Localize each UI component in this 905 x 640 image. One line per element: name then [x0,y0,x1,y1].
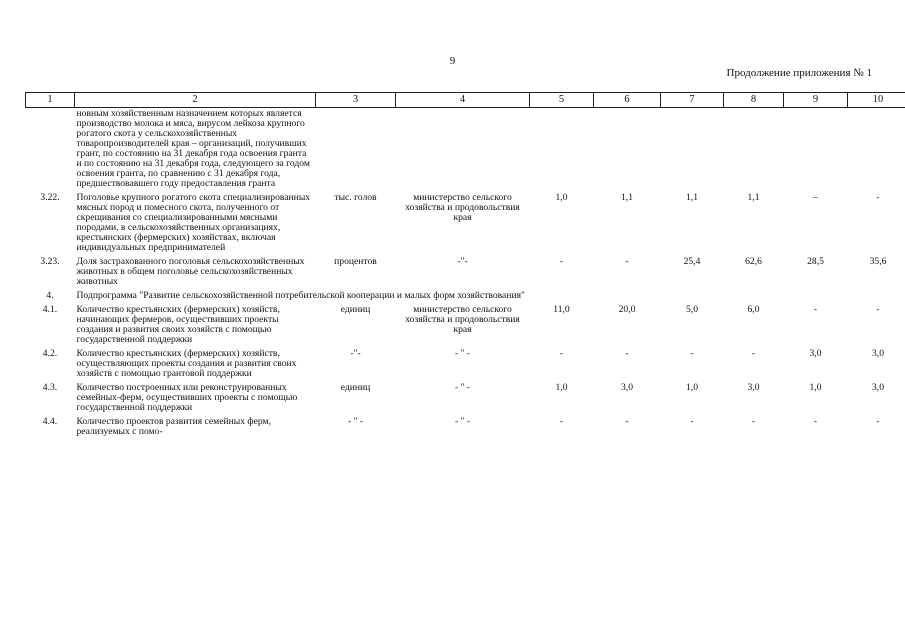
column-header-2: 2 [75,93,316,108]
value-cell-v10: - [876,304,880,315]
value-cell-v7: 1,0 [686,382,698,393]
value-cell-v8: 1,1 [747,192,760,203]
column-header-7: 7 [661,93,724,108]
indicator-name: Поголовье крупного рогатого скота специализированных мясных пород и помесного скота, полученного от скрещивания со специализированными мясными породами, в сельскохозяйственных организациях, крестьянских (фермерских) хозяйствах, включая индивидуальных предпринимателей [76,192,311,253]
row-number: 4.2. [42,348,58,359]
indicator-name: Количество крестьянских (фермерских) хозяйств, осуществляющих проекты создания и развития своих хозяйств с помощью грантовой поддержки [76,348,297,379]
value-cell-v7: 1,1 [686,192,698,203]
row-number: 4.4. [42,416,58,427]
column-header-1: 1 [26,93,75,108]
value-cell-v9: 28,5 [807,256,824,267]
value-cell-v7: - [690,416,694,427]
value-cell-v7: 25,4 [683,256,701,267]
unit-cell: тыс. голов [334,192,377,203]
table-row [26,257,905,291]
column-header-3: 3 [316,93,396,108]
column-header-9: 9 [784,93,848,108]
unit-cell: единиц [340,382,371,393]
row-number: 3.23. [40,256,60,267]
value-cell-v6: 3,0 [621,382,633,393]
value-cell-v5: - [559,416,564,427]
value-cell-v8: - [751,348,756,359]
value-cell-v6: 1,1 [621,192,633,203]
continuation-label: Продолжение приложения № 1 [726,67,872,79]
value-cell-v7: 5,0 [686,304,698,315]
responsible-cell: - " - [454,416,471,427]
table-row [26,349,905,383]
table-row [26,383,905,417]
responsible-cell: -"- [457,256,468,267]
value-cell-v5: 1,0 [555,192,568,203]
value-cell-v10: 3,0 [872,348,884,359]
value-cell-v7: - [690,348,694,359]
value-cell-v6: - [625,416,629,427]
value-cell-v10: 35,6 [869,256,887,267]
table-row [26,305,905,349]
continued-text: новным хозяйственным назначением которых является производство молока и мяса, вирусом лейкоза крупного рогатого скота у сельскохозяйственных товаропроизводителей края – организаций, получивших грант, по состоянию на 31 декабря года освоения гранта и по состоянию на 31 декабря года, следующего за годом освоения гранта, по сравнению с 31 декабря года, предшествовавшего году предоставления гранта [76,108,310,189]
column-header-5: 5 [530,93,594,108]
data-table [25,92,905,441]
value-cell-v8: - [751,416,756,427]
value-cell-v6: 20,0 [618,304,636,315]
value-cell-v9: - [813,304,818,315]
column-header-10: 10 [848,93,905,108]
value-cell-v6: - [625,256,629,267]
value-cell-v10: - [876,416,880,427]
unit-cell: -"- [350,348,361,359]
responsible-cell: - " - [454,348,471,359]
row-number: 4.3. [42,382,58,393]
value-cell-v5: 11,0 [553,304,570,315]
value-cell-v10: - [876,192,880,203]
indicator-name: Доля застрахованного поголовья сельскохозяйственных животных в общем поголовье сельскохозяйственных животных [76,256,305,287]
table-row [26,193,905,257]
page-number: 9 [449,55,456,67]
value-cell-v8: 62,6 [745,256,762,267]
value-cell-v5: 1,0 [555,382,568,393]
table-row [26,417,905,441]
column-header-8: 8 [724,93,784,108]
row-number: 4.1. [42,304,58,315]
value-cell-v9: 3,0 [809,348,822,359]
responsible-cell: министерство сельского хозяйства и продовольствия края [405,304,520,335]
responsible-cell: министерство сельского хозяйства и продовольствия края [405,192,520,223]
unit-cell: - " - [347,416,364,427]
responsible-cell: - " - [454,382,471,393]
indicator-name: Количество проектов развития семейных ферм, реализуемых с помо- [76,416,271,437]
row-number: 4. [46,290,54,301]
unit-cell: единиц [340,304,371,315]
column-header-6: 6 [594,93,661,108]
column-header-4: 4 [396,93,530,108]
section-title: Подпрограмма "Развитие сельскохозяйственной потребительской кооперации и малых форм хозяйствования" [76,290,525,301]
table-body [26,108,905,442]
value-cell-v9: 1,0 [809,382,822,393]
value-cell-v9: - [813,416,818,427]
indicator-name: Количество крестьянских (фермерских) хозяйств, начинающих фермеров, осуществивших проекты создания и развития своих хозяйств с помощью государственной поддержки [76,304,280,345]
table-header [26,93,905,108]
row-number: 3.22. [40,192,60,203]
unit-cell: процентов [334,256,377,267]
value-cell-v5: - [559,256,564,267]
value-cell-v5: - [559,348,564,359]
value-cell-v8: 6,0 [747,304,760,315]
section-row [26,291,905,305]
value-cell-v10: 3,0 [872,382,884,393]
table-row-continued [26,108,905,194]
indicator-name: Количество построенных или реконструированных семейных-ферм, осуществивших проекты с помощью государственной поддержки [76,382,298,413]
value-cell-v8: 3,0 [747,382,760,393]
value-cell-v9: – [813,192,818,203]
value-cell-v6: - [625,348,629,359]
